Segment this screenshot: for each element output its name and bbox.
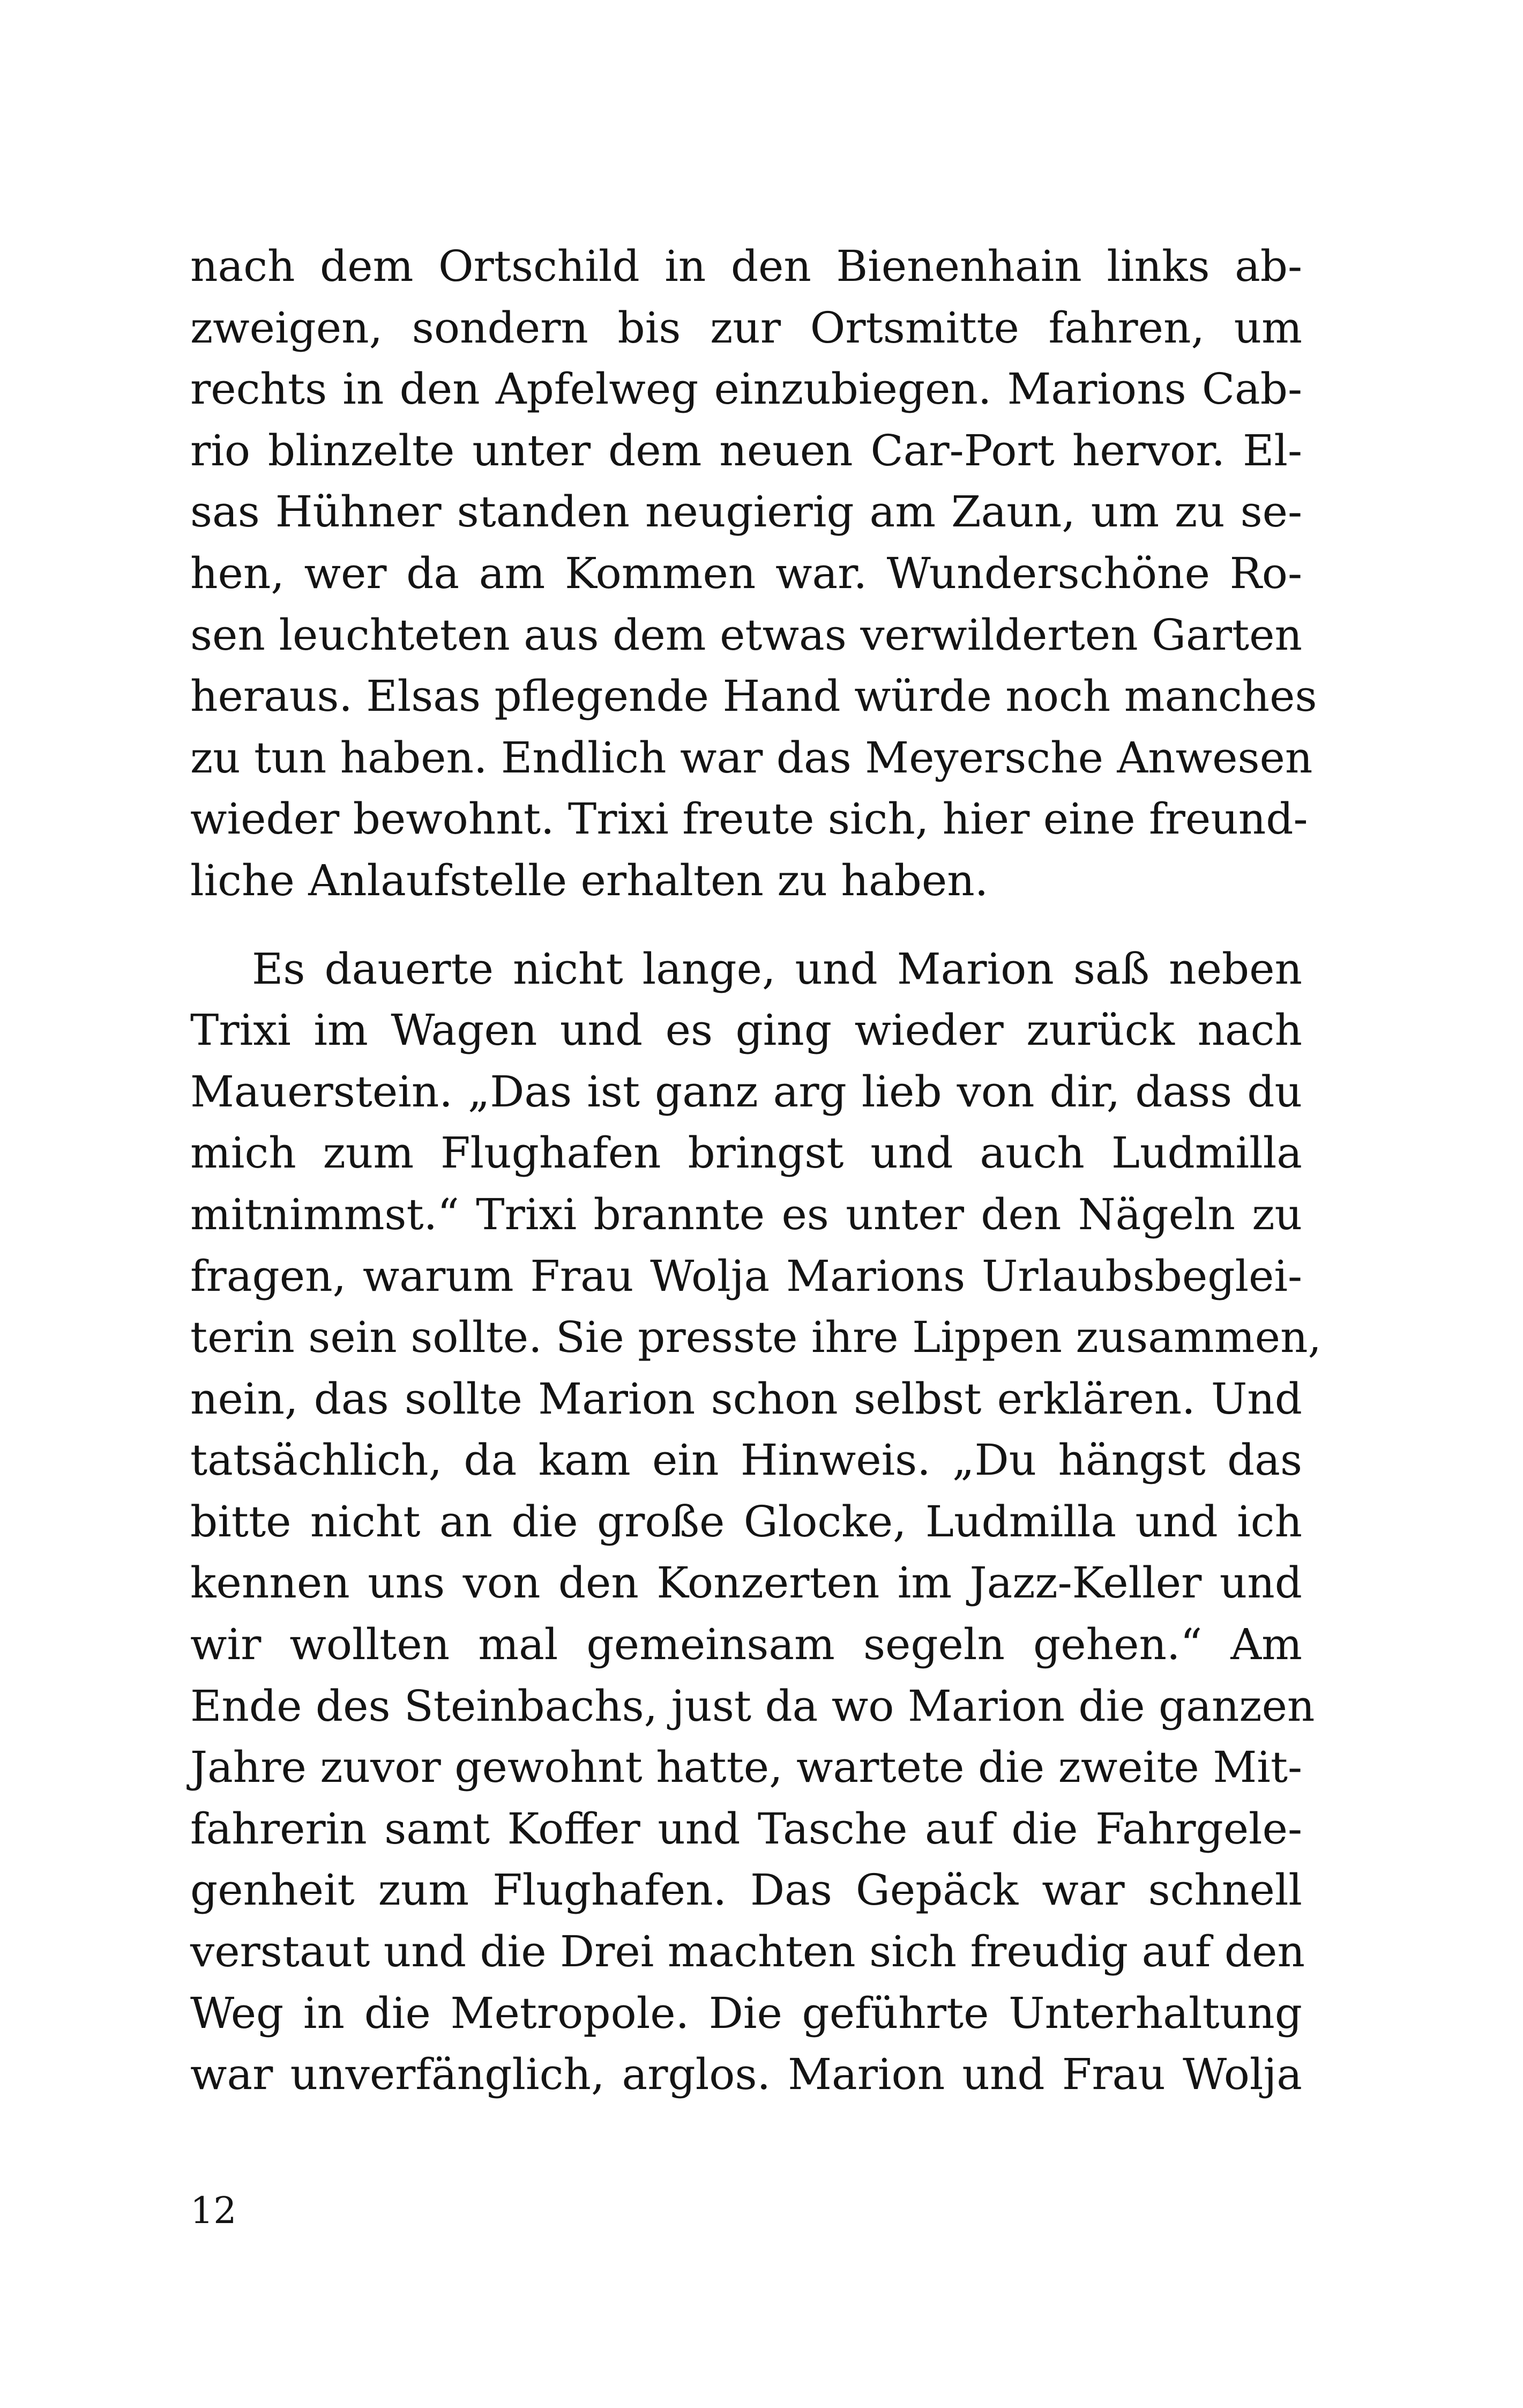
text-line: Jahre zuvor gewohnt hatte, wartete die zweite Mit- <box>190 1742 1302 1793</box>
text-line: kennen uns von den Konzerten im Jazz-Keller und <box>190 1558 1302 1608</box>
text-line: genheit zum Flughafen. Das Gepäck war schnell <box>190 1865 1302 1915</box>
body-text <box>190 236 1322 2106</box>
text-line: war unverfänglich, arglos. Marion und Frau Wolja <box>190 2049 1302 2100</box>
text-line: fahrerin samt Koffer und Tasche auf die Fahrgele- <box>190 1803 1302 1854</box>
text-line: wieder bewohnt. Trixi freute sich, hier eine freund- <box>190 794 1308 844</box>
text-line: mitnimmst.“ Trixi brannte es unter den Nägeln zu <box>190 1189 1302 1239</box>
text-line: rechts in den Apfelweg einzubiegen. Marions Cab- <box>190 364 1302 414</box>
text-line: Weg in die Metropole. Die geführte Unterhaltung <box>190 1988 1302 2038</box>
text-line: nein, das sollte Marion schon selbst erklären. Und <box>190 1373 1302 1424</box>
paragraph-gap <box>190 912 1302 939</box>
text-line: heraus. Elsas pflegende Hand würde noch manches <box>190 671 1317 722</box>
text-line: sen leuchteten aus dem etwas verwilderten Garten <box>190 610 1302 660</box>
paragraph-1 <box>190 236 1317 912</box>
text-line: hen, wer da am Kommen war. Wunderschöne Ro- <box>190 548 1302 598</box>
text-line: Mauerstein. „Das ist ganz arg lieb von dir, dass du <box>190 1066 1302 1117</box>
text-line: liche Anlaufstelle erhalten zu haben. <box>190 855 989 905</box>
page-number: 12 <box>190 2190 237 2232</box>
text-line: wir wollten mal gemeinsam segeln gehen.“ Am <box>190 1619 1302 1670</box>
text-line: Trixi im Wagen und es ging wieder zurück nach <box>190 1005 1302 1056</box>
text-line: zweigen, sondern bis zur Ortsmitte fahren, um <box>190 302 1302 353</box>
text-line: tatsächlich, da kam ein Hinweis. „Du hängst das <box>190 1435 1302 1485</box>
text-line: zu tun haben. Endlich war das Meyersche Anwesen <box>190 732 1313 783</box>
text-line: Es dauerte nicht lange, und Marion saß neben <box>252 943 1302 994</box>
text-line: terin sein sollte. Sie presste ihre Lippen zusammen, <box>190 1312 1322 1363</box>
text-line: mich zum Flughafen bringst und auch Ludmilla <box>190 1128 1302 1178</box>
text-line: verstaut und die Drei machten sich freudig auf den <box>190 1927 1305 1977</box>
paragraph-2 <box>190 939 1322 2106</box>
text-line: sas Hühner standen neugierig am Zaun, um zu se- <box>190 487 1302 537</box>
text-line: rio blinzelte unter dem neuen Car-Port hervor. El- <box>190 425 1302 475</box>
text-line: Ende des Steinbachs, just da wo Marion die ganzen <box>190 1681 1315 1731</box>
text-line: nach dem Ortschild in den Bienenhain links ab- <box>190 241 1302 291</box>
text-line: bitte nicht an die große Glocke, Ludmilla und ich <box>190 1496 1302 1547</box>
text-line: fragen, warum Frau Wolja Marions Urlaubsbeglei- <box>190 1251 1302 1301</box>
